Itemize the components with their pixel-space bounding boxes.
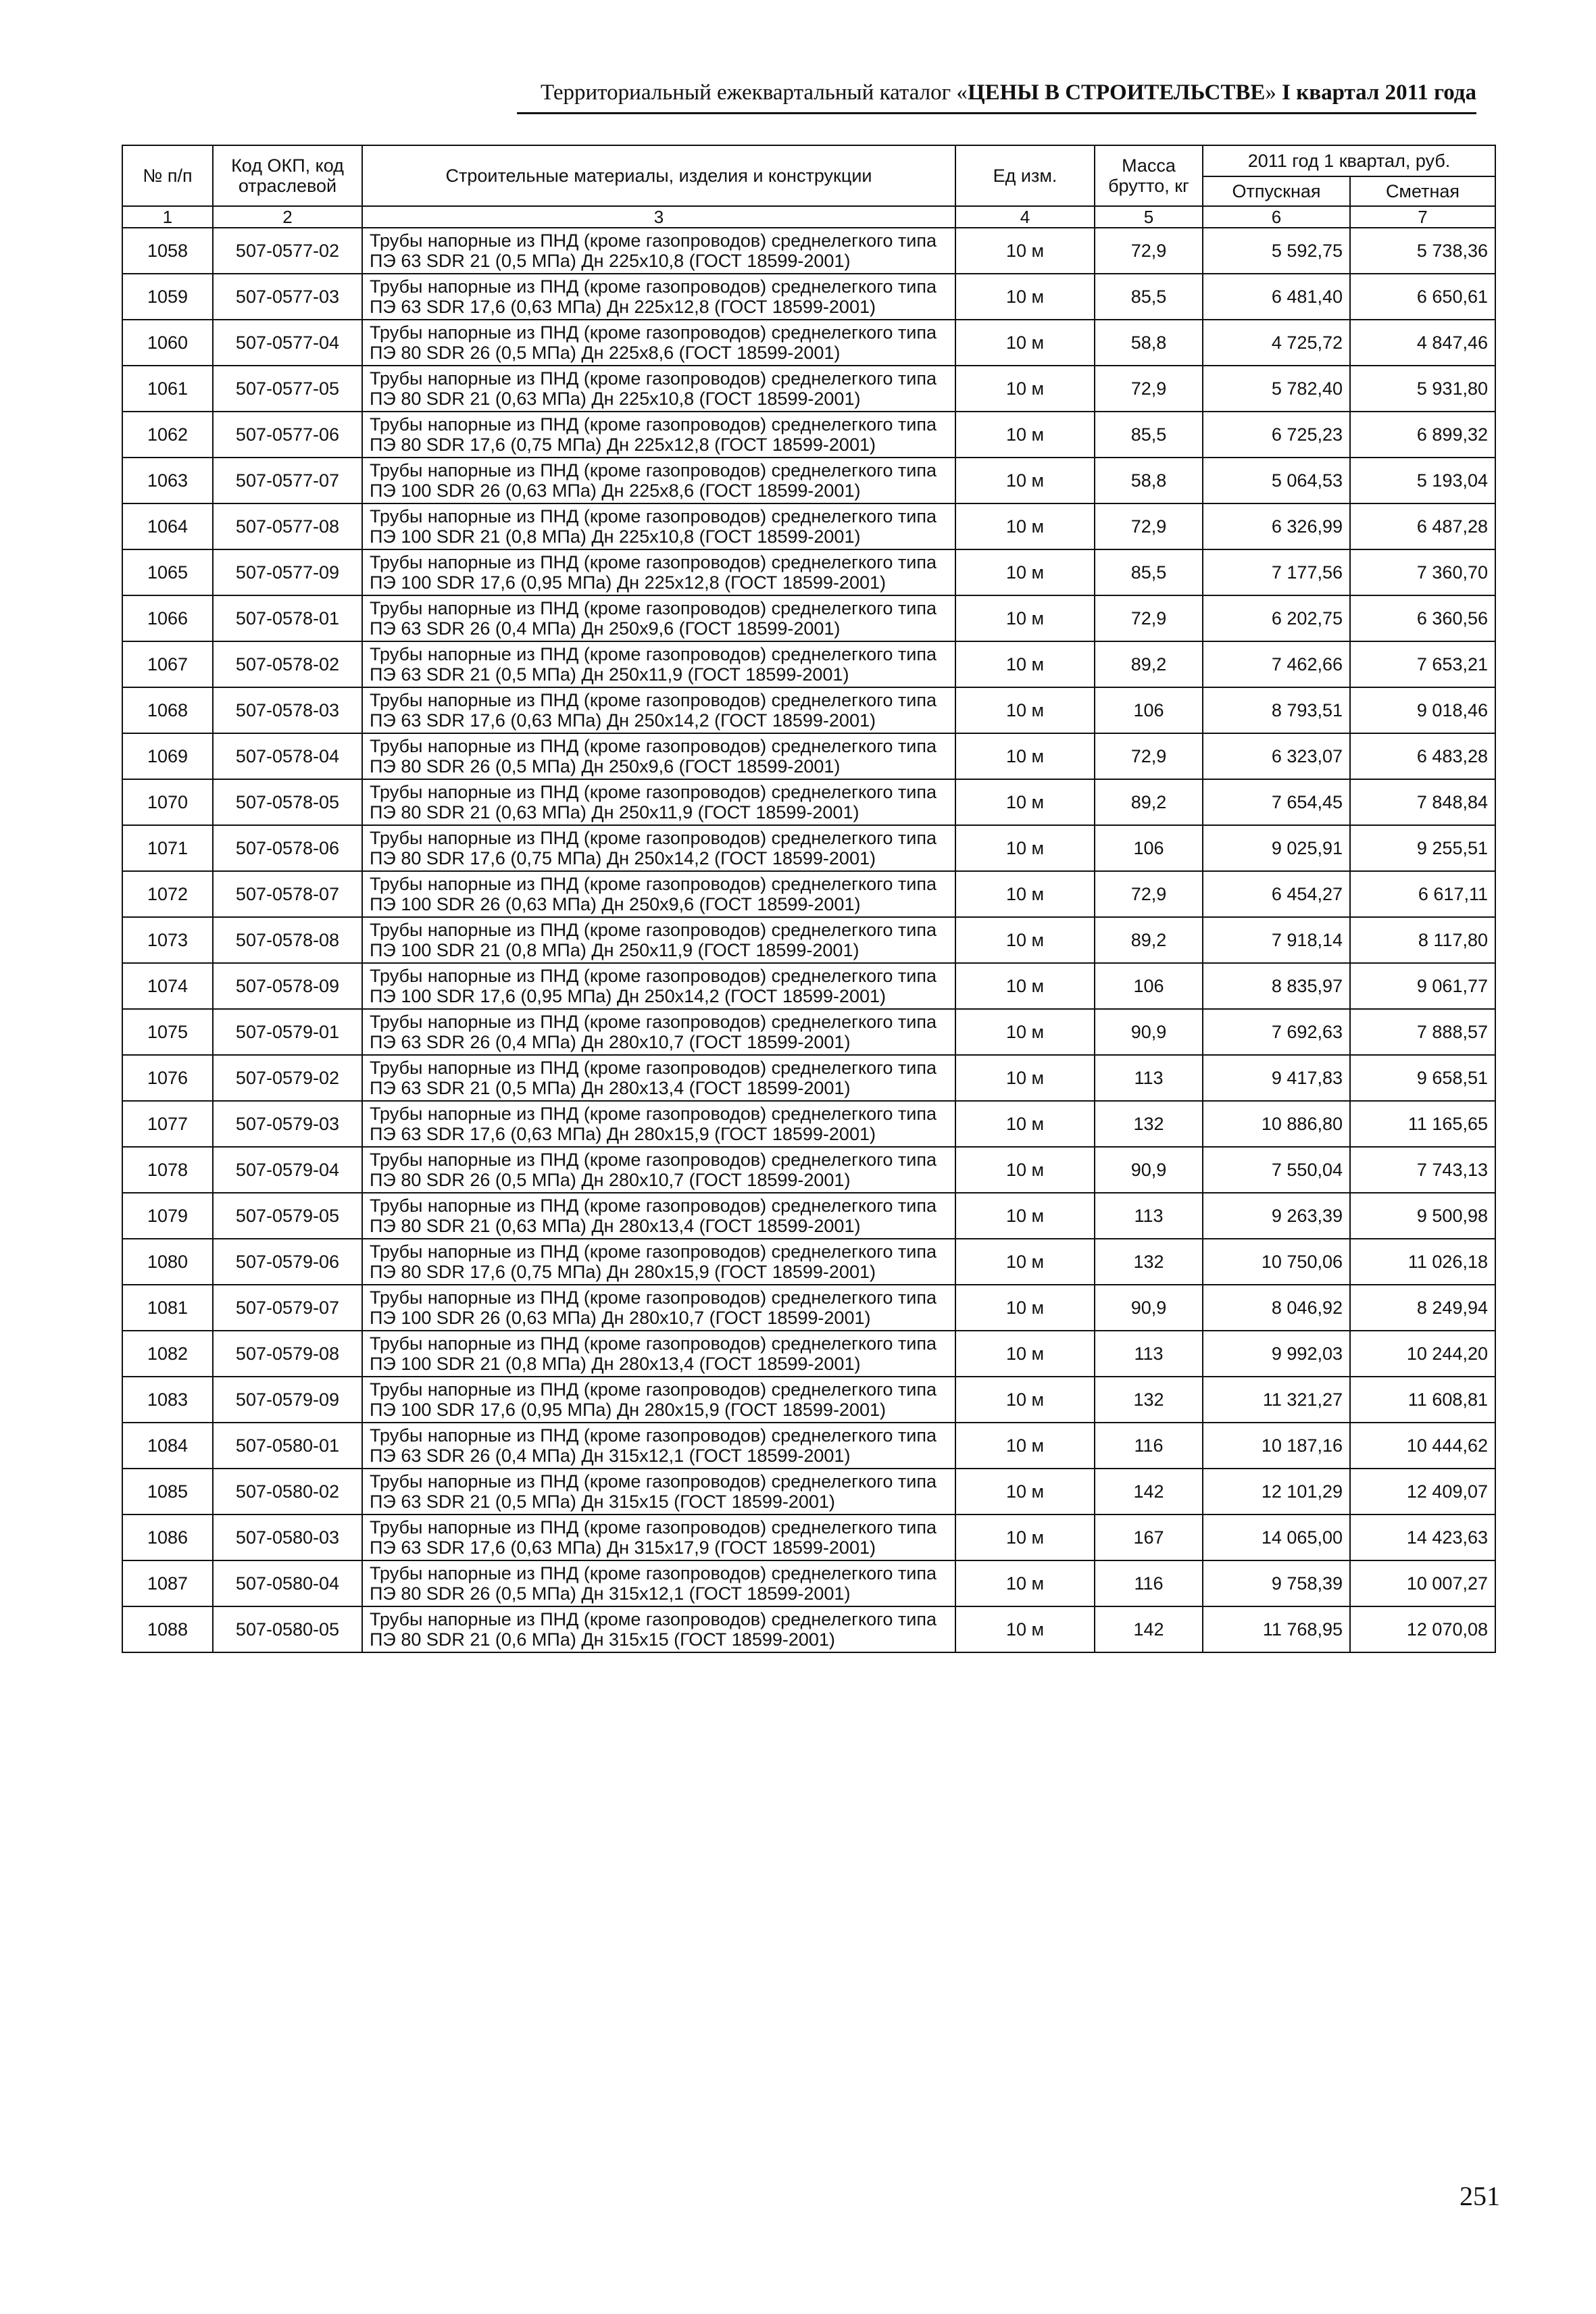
- unit-of-measure: 10 м: [955, 871, 1095, 917]
- estimate-price: 10 444,62: [1350, 1423, 1495, 1469]
- table-row: [122, 1606, 1495, 1652]
- gross-mass: 85,5: [1095, 549, 1203, 595]
- estimate-price: 9 018,46: [1350, 687, 1495, 733]
- product-description: Трубы напорные из ПНД (кроме газопроводов) среднелегкого типа ПЭ 100 SDR 26 (0,63 МПа) Дн 225х8,6 (ГОСТ 18599-2001): [362, 458, 955, 503]
- unit-of-measure: 10 м: [955, 1147, 1095, 1193]
- release-price: 7 177,56: [1203, 549, 1350, 595]
- column-number: 6: [1203, 206, 1350, 228]
- row-number: 1076: [122, 1055, 213, 1101]
- gross-mass: 113: [1095, 1193, 1203, 1239]
- gross-mass: 89,2: [1095, 917, 1203, 963]
- row-number: 1075: [122, 1009, 213, 1055]
- estimate-price: 9 500,98: [1350, 1193, 1495, 1239]
- release-price: 10 187,16: [1203, 1423, 1350, 1469]
- unit-of-measure: 10 м: [955, 1101, 1095, 1147]
- product-description: Трубы напорные из ПНД (кроме газопроводов) среднелегкого типа ПЭ 100 SDR 21 (0,8 МПа) Дн 225х10,8 (ГОСТ 18599-2001): [362, 503, 955, 549]
- col-header-unit: Ед изм.: [955, 145, 1095, 206]
- row-number: 1072: [122, 871, 213, 917]
- table-row: [122, 1377, 1495, 1423]
- gross-mass: 116: [1095, 1423, 1203, 1469]
- product-code: 507-0579-01: [213, 1009, 362, 1055]
- unit-of-measure: 10 м: [955, 458, 1095, 503]
- table-row: [122, 733, 1495, 779]
- product-code: 507-0577-08: [213, 503, 362, 549]
- product-description: Трубы напорные из ПНД (кроме газопроводов) среднелегкого типа ПЭ 80 SDR 17,6 (0,75 МПа) Дн 225х12,8 (ГОСТ 18599-2001): [362, 412, 955, 458]
- product-description: Трубы напорные из ПНД (кроме газопроводов) среднелегкого типа ПЭ 63 SDR 17,6 (0,63 МПа) Дн 225х12,8 (ГОСТ 18599-2001): [362, 274, 955, 320]
- product-code: 507-0579-06: [213, 1239, 362, 1285]
- unit-of-measure: 10 м: [955, 1055, 1095, 1101]
- gross-mass: 132: [1095, 1101, 1203, 1147]
- row-number: 1082: [122, 1331, 213, 1377]
- row-number: 1083: [122, 1377, 213, 1423]
- release-price: 6 202,75: [1203, 595, 1350, 641]
- product-code: 507-0579-07: [213, 1285, 362, 1331]
- release-price: 11 768,95: [1203, 1606, 1350, 1652]
- product-code: 507-0578-06: [213, 825, 362, 871]
- release-price: 8 793,51: [1203, 687, 1350, 733]
- table-row: [122, 687, 1495, 733]
- gross-mass: 85,5: [1095, 274, 1203, 320]
- unit-of-measure: 10 м: [955, 1285, 1095, 1331]
- product-description: Трубы напорные из ПНД (кроме газопроводов) среднелегкого типа ПЭ 100 SDR 17,6 (0,95 МПа) Дн 250х14,2 (ГОСТ 18599-2001): [362, 963, 955, 1009]
- release-price: 5 782,40: [1203, 366, 1350, 412]
- table-row: [122, 1469, 1495, 1515]
- gross-mass: 89,2: [1095, 779, 1203, 825]
- release-price: 9 758,39: [1203, 1560, 1350, 1606]
- header-mid: »: [1265, 80, 1282, 105]
- gross-mass: 72,9: [1095, 366, 1203, 412]
- column-number: 5: [1095, 206, 1203, 228]
- row-number: 1059: [122, 274, 213, 320]
- product-description: Трубы напорные из ПНД (кроме газопроводов) среднелегкого типа ПЭ 80 SDR 21 (0,63 МПа) Дн 250х11,9 (ГОСТ 18599-2001): [362, 779, 955, 825]
- gross-mass: 58,8: [1095, 320, 1203, 366]
- estimate-price: 11 165,65: [1350, 1101, 1495, 1147]
- unit-of-measure: 10 м: [955, 825, 1095, 871]
- product-code: 507-0580-04: [213, 1560, 362, 1606]
- product-description: Трубы напорные из ПНД (кроме газопроводов) среднелегкого типа ПЭ 80 SDR 21 (0,6 МПа) Дн 315х15 (ГОСТ 18599-2001): [362, 1606, 955, 1652]
- gross-mass: 106: [1095, 687, 1203, 733]
- row-number: 1067: [122, 641, 213, 687]
- release-price: 7 462,66: [1203, 641, 1350, 687]
- product-description: Трубы напорные из ПНД (кроме газопроводов) среднелегкого типа ПЭ 63 SDR 26 (0,4 МПа) Дн 280х10,7 (ГОСТ 18599-2001): [362, 1009, 955, 1055]
- unit-of-measure: 10 м: [955, 1515, 1095, 1560]
- header-title: ЦЕНЫ В СТРОИТЕЛЬСТВЕ: [967, 80, 1266, 105]
- release-price: 7 654,45: [1203, 779, 1350, 825]
- release-price: 6 323,07: [1203, 733, 1350, 779]
- release-price: 7 918,14: [1203, 917, 1350, 963]
- release-price: 9 992,03: [1203, 1331, 1350, 1377]
- gross-mass: 89,2: [1095, 641, 1203, 687]
- release-price: 14 065,00: [1203, 1515, 1350, 1560]
- product-code: 507-0579-09: [213, 1377, 362, 1423]
- product-code: 507-0578-01: [213, 595, 362, 641]
- unit-of-measure: 10 м: [955, 1377, 1095, 1423]
- table-row: [122, 366, 1495, 412]
- row-number: 1063: [122, 458, 213, 503]
- estimate-price: 14 423,63: [1350, 1515, 1495, 1560]
- gross-mass: 72,9: [1095, 595, 1203, 641]
- col-header-period: 2011 год 1 квартал, руб.: [1203, 145, 1495, 176]
- header-prefix: Территориальный ежеквартальный каталог «: [540, 80, 968, 105]
- estimate-price: 5 193,04: [1350, 458, 1495, 503]
- col-header-num: № п/п: [122, 145, 213, 206]
- product-code: 507-0578-09: [213, 963, 362, 1009]
- unit-of-measure: 10 м: [955, 1239, 1095, 1285]
- product-description: Трубы напорные из ПНД (кроме газопроводов) среднелегкого типа ПЭ 100 SDR 21 (0,8 МПа) Дн 280х13,4 (ГОСТ 18599-2001): [362, 1331, 955, 1377]
- release-price: 7 692,63: [1203, 1009, 1350, 1055]
- row-number: 1074: [122, 963, 213, 1009]
- gross-mass: 167: [1095, 1515, 1203, 1560]
- unit-of-measure: 10 м: [955, 1423, 1095, 1469]
- row-number: 1077: [122, 1101, 213, 1147]
- unit-of-measure: 10 м: [955, 1606, 1095, 1652]
- gross-mass: 90,9: [1095, 1147, 1203, 1193]
- product-code: 507-0579-08: [213, 1331, 362, 1377]
- estimate-price: 10 244,20: [1350, 1331, 1495, 1377]
- page-number: 251: [1460, 2181, 1500, 2211]
- product-description: Трубы напорные из ПНД (кроме газопроводов) среднелегкого типа ПЭ 80 SDR 26 (0,5 МПа) Дн 280х10,7 (ГОСТ 18599-2001): [362, 1147, 955, 1193]
- estimate-price: 7 743,13: [1350, 1147, 1495, 1193]
- unit-of-measure: 10 м: [955, 733, 1095, 779]
- unit-of-measure: 10 м: [955, 228, 1095, 274]
- release-price: 7 550,04: [1203, 1147, 1350, 1193]
- product-code: 507-0577-04: [213, 320, 362, 366]
- column-numbers-row: [122, 206, 1495, 228]
- product-description: Трубы напорные из ПНД (кроме газопроводов) среднелегкого типа ПЭ 100 SDR 26 (0,63 МПа) Дн 250х9,6 (ГОСТ 18599-2001): [362, 871, 955, 917]
- col-header-release: Отпускная: [1203, 176, 1350, 206]
- gross-mass: 90,9: [1095, 1285, 1203, 1331]
- row-number: 1064: [122, 503, 213, 549]
- column-number: 7: [1350, 206, 1495, 228]
- release-price: 10 750,06: [1203, 1239, 1350, 1285]
- table-row: [122, 779, 1495, 825]
- gross-mass: 58,8: [1095, 458, 1203, 503]
- product-description: Трубы напорные из ПНД (кроме газопроводов) среднелегкого типа ПЭ 63 SDR 21 (0,5 МПа) Дн 280х13,4 (ГОСТ 18599-2001): [362, 1055, 955, 1101]
- product-description: Трубы напорные из ПНД (кроме газопроводов) среднелегкого типа ПЭ 80 SDR 21 (0,63 МПа) Дн 280х13,4 (ГОСТ 18599-2001): [362, 1193, 955, 1239]
- estimate-price: 7 888,57: [1350, 1009, 1495, 1055]
- release-price: 4 725,72: [1203, 320, 1350, 366]
- gross-mass: 142: [1095, 1606, 1203, 1652]
- release-price: 9 025,91: [1203, 825, 1350, 871]
- table-row: [122, 1285, 1495, 1331]
- product-description: Трубы напорные из ПНД (кроме газопроводов) среднелегкого типа ПЭ 100 SDR 17,6 (0,95 МПа) Дн 225х12,8 (ГОСТ 18599-2001): [362, 549, 955, 595]
- gross-mass: 113: [1095, 1055, 1203, 1101]
- release-price: 8 835,97: [1203, 963, 1350, 1009]
- product-code: 507-0577-09: [213, 549, 362, 595]
- estimate-price: 6 650,61: [1350, 274, 1495, 320]
- release-price: 6 725,23: [1203, 412, 1350, 458]
- product-description: Трубы напорные из ПНД (кроме газопроводов) среднелегкого типа ПЭ 100 SDR 21 (0,8 МПа) Дн 250х11,9 (ГОСТ 18599-2001): [362, 917, 955, 963]
- row-number: 1060: [122, 320, 213, 366]
- gross-mass: 106: [1095, 963, 1203, 1009]
- product-description: Трубы напорные из ПНД (кроме газопроводов) среднелегкого типа ПЭ 100 SDR 26 (0,63 МПа) Дн 280х10,7 (ГОСТ 18599-2001): [362, 1285, 955, 1331]
- table-row: [122, 1239, 1495, 1285]
- estimate-price: 11 026,18: [1350, 1239, 1495, 1285]
- table-row: [122, 1193, 1495, 1239]
- product-code: 507-0577-05: [213, 366, 362, 412]
- row-number: 1058: [122, 228, 213, 274]
- estimate-price: 6 617,11: [1350, 871, 1495, 917]
- unit-of-measure: 10 м: [955, 503, 1095, 549]
- row-number: 1070: [122, 779, 213, 825]
- table-row: [122, 412, 1495, 458]
- product-description: Трубы напорные из ПНД (кроме газопроводов) среднелегкого типа ПЭ 100 SDR 17,6 (0,95 МПа) Дн 280х15,9 (ГОСТ 18599-2001): [362, 1377, 955, 1423]
- table-row: [122, 641, 1495, 687]
- row-number: 1085: [122, 1469, 213, 1515]
- product-description: Трубы напорные из ПНД (кроме газопроводов) среднелегкого типа ПЭ 63 SDR 26 (0,4 МПа) Дн 315х12,1 (ГОСТ 18599-2001): [362, 1423, 955, 1469]
- row-number: 1080: [122, 1239, 213, 1285]
- row-number: 1066: [122, 595, 213, 641]
- product-description: Трубы напорные из ПНД (кроме газопроводов) среднелегкого типа ПЭ 63 SDR 26 (0,4 МПа) Дн 250х9,6 (ГОСТ 18599-2001): [362, 595, 955, 641]
- estimate-price: 6 360,56: [1350, 595, 1495, 641]
- row-number: 1087: [122, 1560, 213, 1606]
- product-description: Трубы напорные из ПНД (кроме газопроводов) среднелегкого типа ПЭ 63 SDR 21 (0,5 МПа) Дн 315х15 (ГОСТ 18599-2001): [362, 1469, 955, 1515]
- unit-of-measure: 10 м: [955, 320, 1095, 366]
- table-row: [122, 503, 1495, 549]
- release-price: 6 326,99: [1203, 503, 1350, 549]
- release-price: 11 321,27: [1203, 1377, 1350, 1423]
- product-code: 507-0580-03: [213, 1515, 362, 1560]
- release-price: 5 592,75: [1203, 228, 1350, 274]
- product-code: 507-0577-06: [213, 412, 362, 458]
- table-row: [122, 1101, 1495, 1147]
- release-price: 12 101,29: [1203, 1469, 1350, 1515]
- row-number: 1062: [122, 412, 213, 458]
- row-number: 1084: [122, 1423, 213, 1469]
- unit-of-measure: 10 м: [955, 1009, 1095, 1055]
- column-number: 3: [362, 206, 955, 228]
- unit-of-measure: 10 м: [955, 1193, 1095, 1239]
- estimate-price: 9 658,51: [1350, 1055, 1495, 1101]
- row-number: 1086: [122, 1515, 213, 1560]
- header-period: I квартал 2011 года: [1282, 80, 1476, 105]
- table-row: [122, 871, 1495, 917]
- product-code: 507-0579-04: [213, 1147, 362, 1193]
- release-price: 6 481,40: [1203, 274, 1350, 320]
- unit-of-measure: 10 м: [955, 779, 1095, 825]
- gross-mass: 72,9: [1095, 733, 1203, 779]
- product-description: Трубы напорные из ПНД (кроме газопроводов) среднелегкого типа ПЭ 80 SDR 21 (0,63 МПа) Дн 225х10,8 (ГОСТ 18599-2001): [362, 366, 955, 412]
- estimate-price: 11 608,81: [1350, 1377, 1495, 1423]
- product-code: 507-0577-07: [213, 458, 362, 503]
- product-description: Трубы напорные из ПНД (кроме газопроводов) среднелегкого типа ПЭ 80 SDR 26 (0,5 МПа) Дн 225х8,6 (ГОСТ 18599-2001): [362, 320, 955, 366]
- estimate-price: 5 931,80: [1350, 366, 1495, 412]
- product-code: 507-0580-01: [213, 1423, 362, 1469]
- gross-mass: 72,9: [1095, 871, 1203, 917]
- table-body: [122, 228, 1495, 1652]
- estimate-price: 5 738,36: [1350, 228, 1495, 274]
- unit-of-measure: 10 м: [955, 1469, 1095, 1515]
- table-row: [122, 917, 1495, 963]
- estimate-price: 9 061,77: [1350, 963, 1495, 1009]
- release-price: 10 886,80: [1203, 1101, 1350, 1147]
- estimate-price: 7 653,21: [1350, 641, 1495, 687]
- estimate-price: 7 360,70: [1350, 549, 1495, 595]
- product-description: Трубы напорные из ПНД (кроме газопроводов) среднелегкого типа ПЭ 63 SDR 21 (0,5 МПа) Дн 225х10,8 (ГОСТ 18599-2001): [362, 228, 955, 274]
- unit-of-measure: 10 м: [955, 963, 1095, 1009]
- product-code: 507-0578-03: [213, 687, 362, 733]
- gross-mass: 106: [1095, 825, 1203, 871]
- product-description: Трубы напорные из ПНД (кроме газопроводов) среднелегкого типа ПЭ 63 SDR 17,6 (0,63 МПа) Дн 250х14,2 (ГОСТ 18599-2001): [362, 687, 955, 733]
- unit-of-measure: 10 м: [955, 412, 1095, 458]
- product-description: Трубы напорные из ПНД (кроме газопроводов) среднелегкого типа ПЭ 80 SDR 17,6 (0,75 МПа) Дн 250х14,2 (ГОСТ 18599-2001): [362, 825, 955, 871]
- price-table: [122, 145, 1496, 1653]
- unit-of-measure: 10 м: [955, 687, 1095, 733]
- page-header: [517, 74, 1476, 114]
- product-code: 507-0578-07: [213, 871, 362, 917]
- gross-mass: 142: [1095, 1469, 1203, 1515]
- estimate-price: 8 249,94: [1350, 1285, 1495, 1331]
- table-row: [122, 1147, 1495, 1193]
- product-code: 507-0578-05: [213, 779, 362, 825]
- product-code: 507-0579-02: [213, 1055, 362, 1101]
- row-number: 1088: [122, 1606, 213, 1652]
- unit-of-measure: 10 м: [955, 274, 1095, 320]
- table-row: [122, 595, 1495, 641]
- column-number: 2: [213, 206, 362, 228]
- product-code: 507-0578-04: [213, 733, 362, 779]
- row-number: 1071: [122, 825, 213, 871]
- col-header-estimate: Сметная: [1350, 176, 1495, 206]
- estimate-price: 10 007,27: [1350, 1560, 1495, 1606]
- column-number: 4: [955, 206, 1095, 228]
- gross-mass: 72,9: [1095, 503, 1203, 549]
- estimate-price: 9 255,51: [1350, 825, 1495, 871]
- row-number: 1061: [122, 366, 213, 412]
- product-description: Трубы напорные из ПНД (кроме газопроводов) среднелегкого типа ПЭ 63 SDR 17,6 (0,63 МПа) Дн 280х15,9 (ГОСТ 18599-2001): [362, 1101, 955, 1147]
- product-code: 507-0580-05: [213, 1606, 362, 1652]
- col-header-materials: Строительные материалы, изделия и конструкции: [362, 145, 955, 206]
- estimate-price: 6 899,32: [1350, 412, 1495, 458]
- release-price: 8 046,92: [1203, 1285, 1350, 1331]
- estimate-price: 6 483,28: [1350, 733, 1495, 779]
- table-row: [122, 320, 1495, 366]
- row-number: 1068: [122, 687, 213, 733]
- unit-of-measure: 10 м: [955, 641, 1095, 687]
- release-price: 9 263,39: [1203, 1193, 1350, 1239]
- table-row: [122, 825, 1495, 871]
- unit-of-measure: 10 м: [955, 1331, 1095, 1377]
- row-number: 1079: [122, 1193, 213, 1239]
- estimate-price: 12 409,07: [1350, 1469, 1495, 1515]
- table-row: [122, 1515, 1495, 1560]
- product-code: 507-0577-02: [213, 228, 362, 274]
- product-description: Трубы напорные из ПНД (кроме газопроводов) среднелегкого типа ПЭ 63 SDR 17,6 (0,63 МПа) Дн 315х17,9 (ГОСТ 18599-2001): [362, 1515, 955, 1560]
- gross-mass: 132: [1095, 1239, 1203, 1285]
- gross-mass: 132: [1095, 1377, 1203, 1423]
- table-row: [122, 1560, 1495, 1606]
- col-header-mass: Масса брутто, кг: [1095, 145, 1203, 206]
- product-code: 507-0577-03: [213, 274, 362, 320]
- gross-mass: 116: [1095, 1560, 1203, 1606]
- unit-of-measure: 10 м: [955, 595, 1095, 641]
- estimate-price: 7 848,84: [1350, 779, 1495, 825]
- estimate-price: 6 487,28: [1350, 503, 1495, 549]
- gross-mass: 113: [1095, 1331, 1203, 1377]
- product-description: Трубы напорные из ПНД (кроме газопроводов) среднелегкого типа ПЭ 80 SDR 17,6 (0,75 МПа) Дн 280х15,9 (ГОСТ 18599-2001): [362, 1239, 955, 1285]
- row-number: 1081: [122, 1285, 213, 1331]
- estimate-price: 4 847,46: [1350, 320, 1495, 366]
- row-number: 1073: [122, 917, 213, 963]
- unit-of-measure: 10 м: [955, 1560, 1095, 1606]
- product-code: 507-0578-08: [213, 917, 362, 963]
- product-description: Трубы напорные из ПНД (кроме газопроводов) среднелегкого типа ПЭ 63 SDR 21 (0,5 МПа) Дн 250х11,9 (ГОСТ 18599-2001): [362, 641, 955, 687]
- row-number: 1065: [122, 549, 213, 595]
- table-row: [122, 1331, 1495, 1377]
- table-row: [122, 963, 1495, 1009]
- product-code: 507-0579-05: [213, 1193, 362, 1239]
- table-row: [122, 228, 1495, 274]
- gross-mass: 85,5: [1095, 412, 1203, 458]
- table-row: [122, 1009, 1495, 1055]
- row-number: 1069: [122, 733, 213, 779]
- table-row: [122, 549, 1495, 595]
- unit-of-measure: 10 м: [955, 366, 1095, 412]
- column-number: 1: [122, 206, 213, 228]
- table-row: [122, 458, 1495, 503]
- gross-mass: 72,9: [1095, 228, 1203, 274]
- gross-mass: 90,9: [1095, 1009, 1203, 1055]
- release-price: 6 454,27: [1203, 871, 1350, 917]
- estimate-price: 8 117,80: [1350, 917, 1495, 963]
- release-price: 9 417,83: [1203, 1055, 1350, 1101]
- row-number: 1078: [122, 1147, 213, 1193]
- estimate-price: 12 070,08: [1350, 1606, 1495, 1652]
- release-price: 5 064,53: [1203, 458, 1350, 503]
- product-description: Трубы напорные из ПНД (кроме газопроводов) среднелегкого типа ПЭ 80 SDR 26 (0,5 МПа) Дн 250х9,6 (ГОСТ 18599-2001): [362, 733, 955, 779]
- product-code: 507-0579-03: [213, 1101, 362, 1147]
- product-code: 507-0580-02: [213, 1469, 362, 1515]
- unit-of-measure: 10 м: [955, 917, 1095, 963]
- table-row: [122, 1423, 1495, 1469]
- table-row: [122, 274, 1495, 320]
- col-header-code: Код ОКП, код отраслевой: [213, 145, 362, 206]
- product-code: 507-0578-02: [213, 641, 362, 687]
- table-row: [122, 1055, 1495, 1101]
- unit-of-measure: 10 м: [955, 549, 1095, 595]
- product-description: Трубы напорные из ПНД (кроме газопроводов) среднелегкого типа ПЭ 80 SDR 26 (0,5 МПа) Дн 315х12,1 (ГОСТ 18599-2001): [362, 1560, 955, 1606]
